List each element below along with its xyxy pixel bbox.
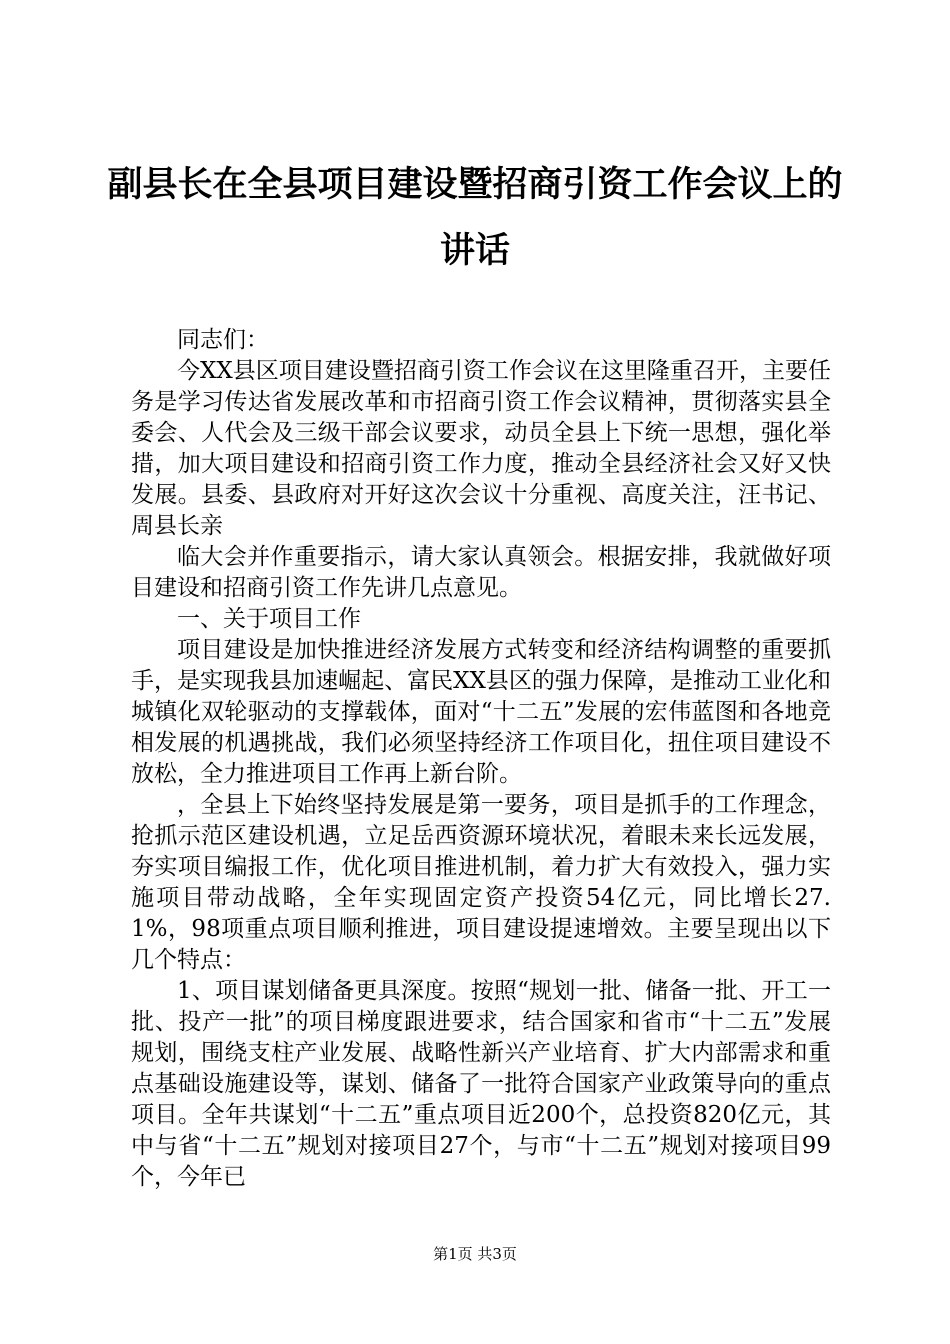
document-body xyxy=(131,325,831,1193)
paragraph: ，全县上下始终坚持发展是第一要务，项目是抓手的工作理念，抢抓示范区建设机遇，立足岳西资源环境状况，着眼未来长远发展，夯实项目编报工作，优化项目推进机制，着力扩大有效投入，强力实施项目带动战略，全年实现固定资产投资54亿元，同比增长27.1%，98项重点项目顺利推进，项目建设提速增效。主要呈现出以下几个特点： xyxy=(131,792,831,973)
salutation: 同志们： xyxy=(177,327,269,353)
section-heading: 一、关于项目工作 xyxy=(177,606,361,632)
paragraph: 临大会并作重要指示，请大家认真领会。根据安排，我就做好项目建设和招商引资工作先讲几点意见。 xyxy=(131,544,831,601)
page-number-footer: 第1页 共3页 xyxy=(433,1245,517,1263)
document-title: 副县长在全县项目建设暨招商引资工作会议上的讲话 xyxy=(107,165,843,271)
paragraph: 今XX县区项目建设暨招商引资工作会议在这里隆重召开，主要任务是学习传达省发展改革和市招商引资工作会议精神，贯彻落实县全委会、人代会及三级干部会议要求，动员全县上下统一思想，强化举措，加大项目建设和招商引资工作力度，推动全县经济社会又好又快发展。县委、县政府对开好这次会议十分重视、高度关注，汪书记、周县长亲 xyxy=(131,358,831,539)
paragraph: 项目建设是加快推进经济发展方式转变和经济结构调整的重要抓手，是实现我县加速崛起、富民XX县区的强力保障，是推动工业化和城镇化双轮驱动的支撑载体，面对“十二五”发展的宏伟蓝图和各地竞相发展的机遇挑战，我们必须坚持经济工作项目化，扭住项目建设不放松，全力推进项目工作再上新台阶。 xyxy=(131,637,831,787)
paragraph: 1、项目谋划储备更具深度。按照“规划一批、储备一批、开工一批、投产一批”的项目梯度跟进要求，结合国家和省市“十二五”发展规划，围绕支柱产业发展、战略性新兴产业培育、扩大内部需求和重点基础设施建设等，谋划、储备了一批符合国家产业政策导向的重点项目。全年共谋划“十二五”重点项目近200个，总投资820亿元，其中与省“十二五”规划对接项目27个，与市“十二五”规划对接项目99个，今年已 xyxy=(131,978,831,1190)
